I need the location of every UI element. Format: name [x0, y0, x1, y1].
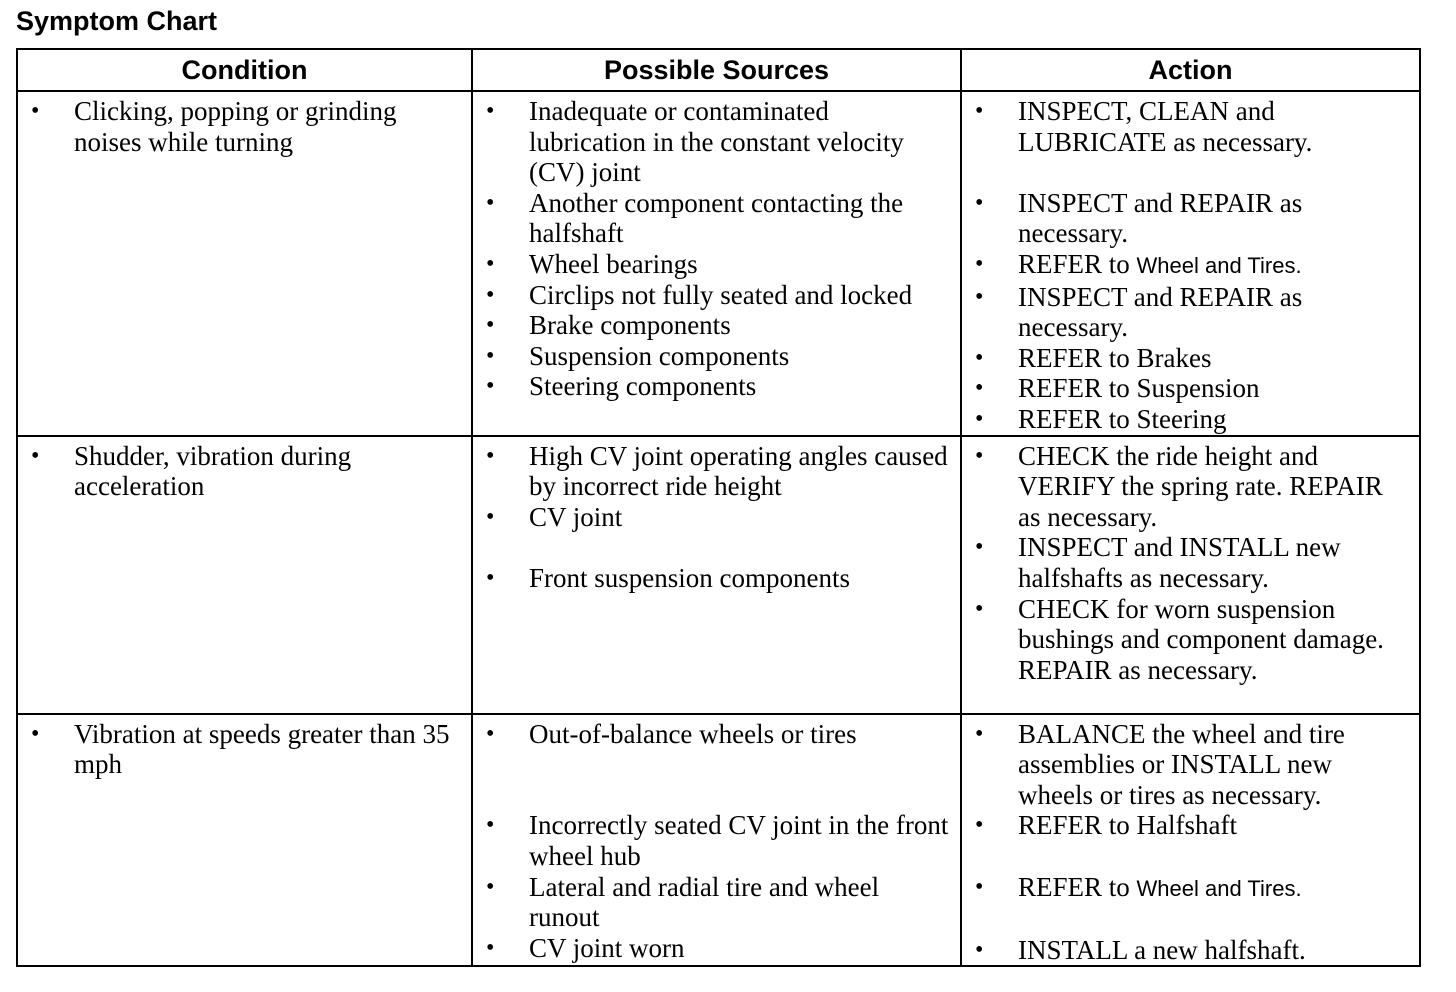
header-condition: Condition	[17, 49, 472, 91]
list-item: • INSPECT and REPAIR as necessary.	[975, 281, 1303, 343]
action-cell	[961, 91, 1420, 436]
bullet-icon: •	[486, 812, 495, 839]
list-item: • REFER to Wheel and Tires.	[975, 871, 1302, 902]
bullet-icon: •	[486, 934, 495, 961]
bullet-icon: •	[31, 720, 40, 747]
bullet-icon: •	[975, 98, 984, 124]
bullet-icon: •	[486, 98, 495, 124]
header-possible-sources: Possible Sources	[472, 49, 961, 91]
bullet-icon: •	[975, 189, 984, 216]
sources-cell	[472, 91, 961, 436]
bullet-icon: •	[486, 720, 495, 747]
list-item: • Another component contacting the halfshaft	[486, 187, 904, 249]
list-item: • Shudder, vibration during acceleration	[31, 440, 352, 502]
bullet-icon: •	[31, 98, 40, 124]
list-item: • High CV joint operating angles caused by incorrect ride height	[486, 440, 948, 502]
list-item: • CHECK the ride height and VERIFY the spring rate. REPAIR as necessary.	[975, 440, 1383, 532]
list-item: • Inadequate or contaminated lubrication in the constant velocity (CV) joint	[486, 96, 904, 188]
action-cell	[961, 714, 1420, 967]
bullet-icon: •	[486, 373, 495, 400]
sources-cell	[472, 436, 961, 714]
list-item: • REFER to Wheel and Tires.	[975, 248, 1302, 279]
list-item: • REFER to Halfshaft	[975, 810, 1237, 841]
symptom-chart-table	[16, 48, 1421, 967]
bullet-icon: •	[975, 595, 984, 622]
bullet-icon: •	[31, 442, 40, 469]
bullet-icon: •	[975, 283, 984, 310]
bullet-icon: •	[486, 312, 495, 339]
header-row	[17, 49, 1420, 91]
bullet-icon: •	[486, 442, 495, 469]
bullet-icon: •	[975, 375, 984, 402]
list-item: • CV joint worn	[486, 932, 685, 963]
list-item: • REFER to Suspension	[975, 373, 1260, 404]
bullet-icon: •	[486, 503, 495, 530]
list-item: • Brake components	[486, 310, 731, 341]
list-item: • INSPECT and INSTALL new halfshafts as necessary.	[975, 532, 1341, 593]
bullet-icon: •	[486, 342, 495, 369]
wheel-tires-reference: Wheel and Tires.	[1136, 252, 1302, 278]
list-item: • INSTALL a new halfshaft.	[975, 934, 1306, 965]
bullet-icon: •	[975, 344, 984, 371]
table-row	[17, 91, 1420, 436]
header-action: Action	[961, 49, 1420, 91]
list-item: • REFER to Steering	[975, 403, 1227, 434]
sources-cell	[472, 714, 961, 967]
bullet-icon: •	[975, 873, 984, 900]
bullet-icon: •	[975, 405, 984, 432]
wheel-tires-reference: Wheel and Tires.	[1136, 875, 1302, 901]
list-item: • CHECK for worn suspension bushings and component damage. REPAIR as necessary.	[975, 593, 1384, 685]
list-item: • Out-of-balance wheels or tires	[486, 718, 857, 749]
list-item: • Wheel bearings	[486, 248, 698, 279]
condition-cell	[17, 436, 472, 714]
page-title: Symptom Chart	[16, 6, 218, 36]
list-item: • BALANCE the wheel and tire assemblies or INSTALL new wheels or tires as necessary.	[975, 718, 1345, 810]
bullet-icon: •	[975, 442, 984, 469]
list-item: • Suspension components	[486, 340, 790, 371]
bullet-icon: •	[975, 534, 984, 561]
condition-cell	[17, 91, 472, 436]
bullet-icon: •	[486, 873, 495, 900]
bullet-icon: •	[975, 812, 984, 839]
list-item: • CV joint	[486, 501, 623, 532]
bullet-icon: •	[975, 720, 984, 747]
table-row	[17, 436, 1420, 714]
bullet-icon: •	[975, 250, 984, 277]
list-item: • Incorrectly seated CV joint in the front wheel hub	[486, 810, 949, 871]
bullet-icon: •	[486, 281, 495, 308]
action-cell	[961, 436, 1420, 714]
bullet-icon: •	[486, 564, 495, 591]
list-item: • Lateral and radial tire and wheel runout	[486, 871, 880, 933]
list-item: • INSPECT and REPAIR as necessary.	[975, 187, 1303, 249]
bullet-icon: •	[975, 936, 984, 963]
condition-cell	[17, 714, 472, 967]
table-row	[17, 714, 1420, 967]
list-item: • Steering components	[486, 371, 757, 402]
list-item: • Front suspension components	[486, 562, 850, 593]
list-item: • INSPECT, CLEAN and LUBRICATE as necessary.	[975, 96, 1313, 157]
bullet-icon: •	[486, 250, 495, 277]
list-item: • REFER to Brakes	[975, 342, 1212, 373]
list-item: • Clicking, popping or grinding noises while turning	[31, 96, 397, 157]
list-item: • Vibration at speeds greater than 35 mph	[31, 718, 450, 780]
bullet-icon: •	[486, 189, 495, 216]
list-item: • Circlips not fully seated and locked	[486, 279, 913, 310]
